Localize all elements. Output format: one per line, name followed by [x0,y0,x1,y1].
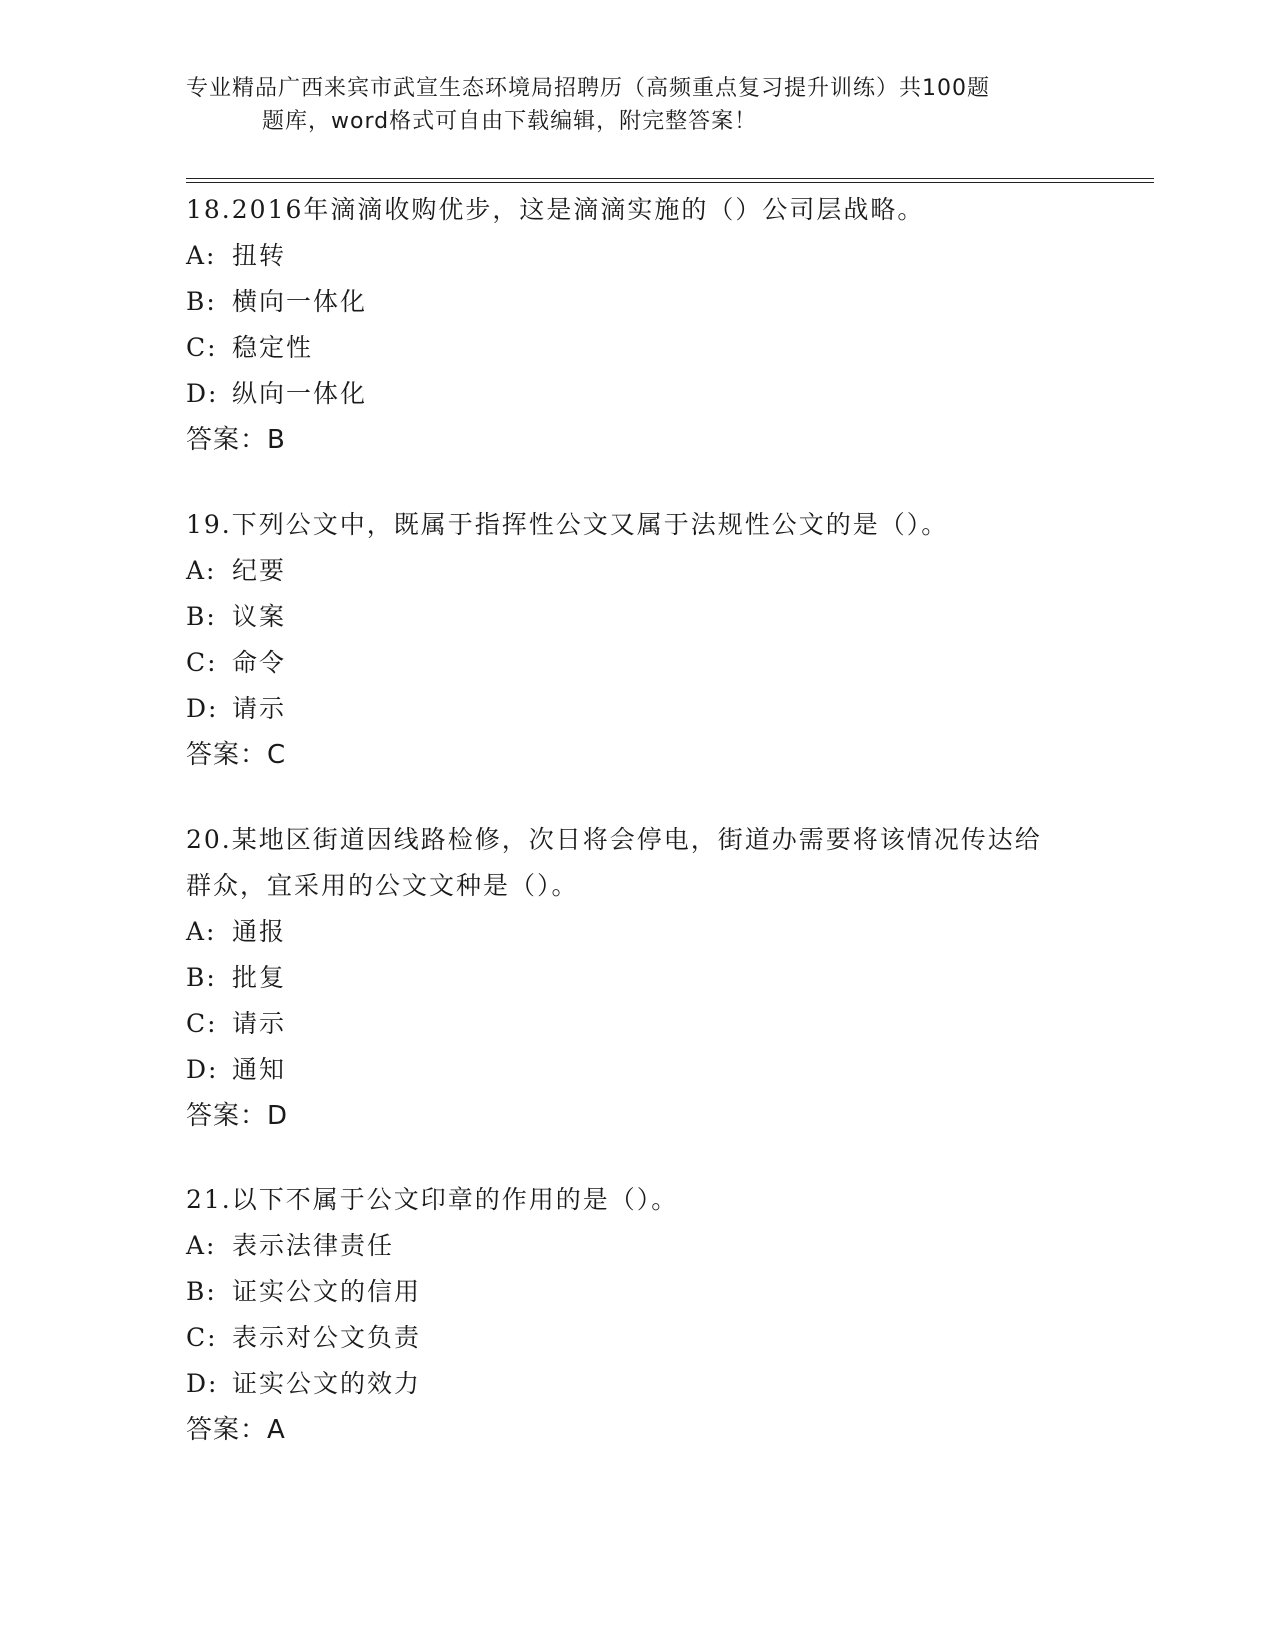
option-key: A: [186,917,217,946]
option-key: C: [186,1009,218,1038]
header-title-line-2: 题库，word格式可自由下载编辑，附完整答案！ [262,109,758,134]
option-text: 批复 [232,963,287,992]
option-key: C: [186,333,218,362]
document-header [186,72,1066,138]
option-text: 议案 [232,602,287,631]
question-21 [186,1177,1086,1453]
option-text: 请示 [232,694,287,723]
option-text: 表示法律责任 [232,1231,395,1260]
question-20 [186,817,1066,1139]
answer-label: 答案： [186,740,268,770]
option-c [186,1001,1066,1047]
option-d [186,371,1086,417]
question-stem: 20.某地区街道因线路检修，次日将会停电，街道办需要将该情况传达给群众，宜采用的公文文种是（）。 [186,825,1042,900]
answer-value: B [267,425,286,455]
option-text: 表示对公文负责 [232,1323,422,1352]
option-d [186,686,1086,732]
question-stem: 21.以下不属于公文印章的作用的是（）。 [186,1185,679,1214]
header-title-line-1: 专业精品广西来宾市武宣生态环境局招聘历（高频重点复习提升训练）共100题 [186,76,990,101]
answer-label: 答案： [186,425,268,455]
option-c [186,325,1086,371]
option-b [186,955,1066,1001]
answer-label: 答案： [186,1101,268,1131]
option-text: 通知 [232,1055,287,1084]
option-text: 稳定性 [232,333,314,362]
option-text: 横向一体化 [232,287,368,316]
option-a [186,548,1086,594]
option-key: B: [186,1277,217,1306]
option-key: B: [186,963,217,992]
option-d [186,1361,1086,1407]
option-a [186,909,1066,955]
answer-value: A [267,1415,286,1445]
option-b [186,279,1086,325]
option-b [186,594,1086,640]
answer-line [186,1407,1086,1453]
option-a [186,233,1086,279]
option-text: 证实公文的信用 [232,1277,422,1306]
answer-line [186,732,1086,778]
question-stem: 19.下列公文中，既属于指挥性公文又属于法规性公文的是（）。 [186,510,949,539]
option-a [186,1223,1086,1269]
option-c [186,640,1086,686]
question-19 [186,502,1086,778]
option-key: D: [186,1369,219,1398]
question-stem: 18.2016年滴滴收购优步，这是滴滴实施的（）公司层战略。 [186,195,925,224]
option-key: D: [186,694,219,723]
option-key: B: [186,287,217,316]
question-18 [186,187,1086,463]
answer-label: 答案： [186,1415,268,1445]
option-text: 纵向一体化 [232,379,368,408]
option-key: A: [186,1231,217,1260]
answer-line [186,417,1086,463]
option-c [186,1315,1086,1361]
option-key: A: [186,556,217,585]
answer-value: D [267,1101,289,1131]
option-key: D: [186,1055,219,1084]
header-divider-top [186,178,1154,179]
option-text: 命令 [232,648,287,677]
option-d [186,1047,1066,1093]
option-key: C: [186,1323,218,1352]
option-key: B: [186,602,217,631]
option-text: 通报 [232,917,287,946]
option-key: C: [186,648,218,677]
option-text: 请示 [232,1009,287,1038]
option-text: 证实公文的效力 [232,1369,422,1398]
option-key: D: [186,379,219,408]
option-text: 扭转 [232,241,287,270]
header-divider-bottom [186,182,1154,183]
option-text: 纪要 [232,556,287,585]
answer-value: C [267,740,287,770]
option-b [186,1269,1086,1315]
answer-line [186,1093,1066,1139]
option-key: A: [186,241,217,270]
